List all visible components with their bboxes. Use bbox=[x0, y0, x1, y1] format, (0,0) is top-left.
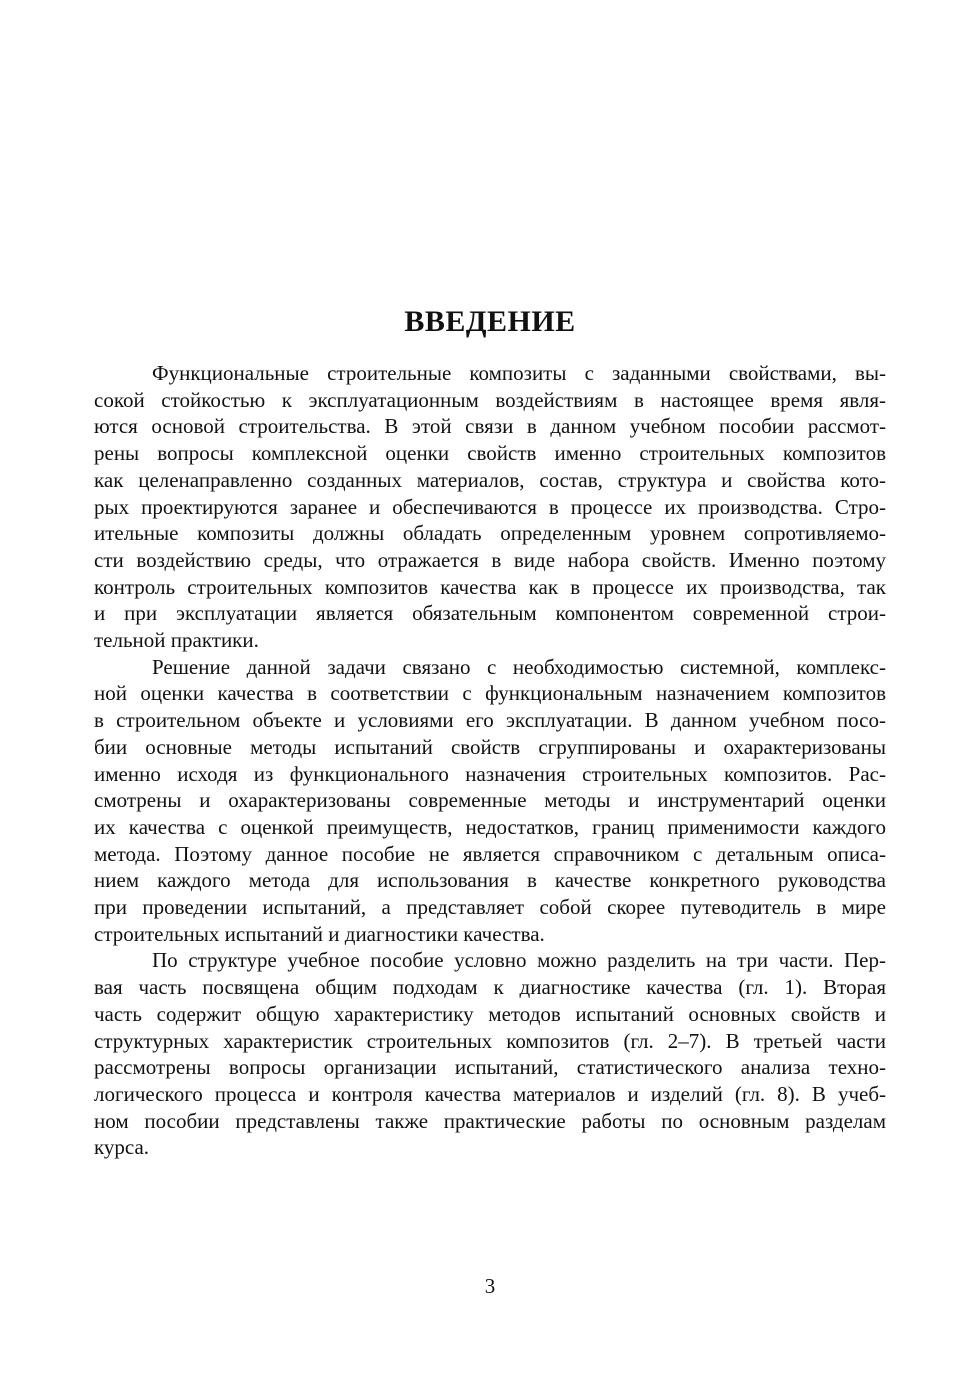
text-line: контроль строительных композитов качества как в процессе их производства, так bbox=[94, 574, 886, 599]
text-line: смотрены и охарактеризованы современные методы и инструментарий оценки bbox=[94, 788, 886, 813]
text-line: Решение данной задачи связано с необходимостью системной, комплекс- bbox=[152, 654, 886, 679]
page-number: 3 bbox=[484, 1274, 496, 1298]
text-line: Функциональные строительные композиты с заданными свойствами, вы- bbox=[152, 361, 886, 385]
text-line: в строительном объекте и условиями его эксплуатации. В данном учебном посо- bbox=[94, 708, 886, 733]
text-line: их качества с оценкой преимуществ, недостатков, границ применимости каждого bbox=[94, 814, 886, 839]
text-line: и при эксплуатации является обязательным компонентом современной строи- bbox=[94, 601, 886, 626]
text-line: По структуре учебное пособие условно можно разделить на три части. Пер- bbox=[152, 948, 886, 973]
text-line: рых проектируются заранее и обеспечиваются в процессе их производства. Стро- bbox=[94, 494, 886, 519]
text-line: бии основные методы испытаний свойств сгруппированы и охарактеризованы bbox=[94, 734, 886, 759]
text-line: курса. bbox=[94, 1135, 150, 1160]
paragraph-2 bbox=[94, 654, 886, 948]
page-title: ВВЕДЕНИЕ bbox=[404, 305, 576, 338]
text-line: строительных испытаний и диагностики качества. bbox=[94, 921, 545, 946]
text-line: нием каждого метода для использования в качестве конкретного руководства bbox=[94, 868, 886, 893]
text-line: как целенаправленно созданных материалов, состав, структура и свойства кото- bbox=[94, 467, 886, 492]
text-line: рены вопросы комплексной оценки свойств именно строительных композитов bbox=[94, 441, 886, 466]
text-line: сти воздействию среды, что отражается в виде набора свойств. Именно поэтому bbox=[94, 547, 886, 572]
text-line: сокой стойкостью к эксплуатационным воздействиям в настоящее время явля- bbox=[94, 387, 886, 412]
text-line: структурных характеристик строительных композитов (гл. 2–7). В третьей части bbox=[94, 1028, 886, 1053]
text-line: ительные композиты должны обладать определенным уровнем сопротивляемо- bbox=[94, 521, 886, 546]
text-line: вая часть посвящена общим подходам к диагностике качества (гл. 1). Вторая bbox=[94, 975, 886, 1000]
text-line: ной оценки качества в соответствии с функциональным назначением композитов bbox=[94, 681, 886, 706]
text-line: ются основой строительства. В этой связи в данном учебном пособии рассмот- bbox=[94, 414, 886, 439]
text-line: ном пособии представлены также практические работы по основным разделам bbox=[94, 1108, 886, 1133]
body-text bbox=[94, 360, 886, 1161]
text-line: рассмотрены вопросы организации испытаний, статистического анализа техно- bbox=[94, 1055, 886, 1080]
text-line: логического процесса и контроля качества материалов и изделий (гл. 8). В учеб- bbox=[94, 1081, 886, 1106]
paragraph-1 bbox=[94, 360, 886, 654]
text-line: при проведении испытаний, а представляет собой скорее путеводитель в мире bbox=[94, 895, 886, 920]
text-line: метода. Поэтому данное пособие не является справочником с детальным описа- bbox=[94, 841, 886, 866]
text-line: тельной практики. bbox=[94, 628, 259, 653]
text-line: часть содержит общую характеристику методов испытаний основных свойств и bbox=[94, 1001, 886, 1026]
paragraph-3 bbox=[94, 947, 886, 1161]
text-line: именно исходя из функционального назначения строительных композитов. Рас- bbox=[94, 761, 886, 786]
